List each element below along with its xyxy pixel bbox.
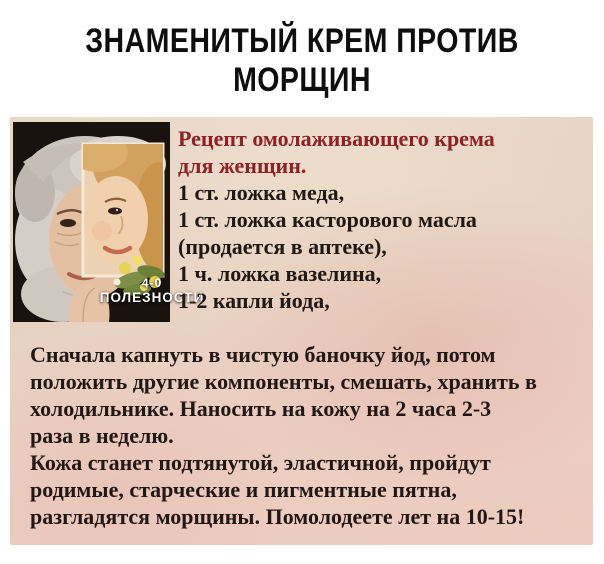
instruction-line: Кожа станет подтянутой, эластичной, пройдут: [30, 450, 491, 475]
title-line-2: МОРЩИН: [233, 61, 371, 99]
title-line-1: ЗНАМЕНИТЫЙ КРЕМ ПРОТИВ: [85, 22, 519, 60]
instruction-line: разгладятся морщины. Помолодеете лет на 10-15!: [30, 504, 525, 529]
watermark-logo-text: 4-0: [141, 276, 163, 290]
young-face-inset: [68, 132, 170, 276]
instruction-line: раза в неделю.: [30, 423, 174, 448]
instructions-block: [30, 341, 590, 530]
ingredient-line: 1-2 капли йода,: [178, 288, 330, 313]
instruction-line: положить другие компоненты, смешать, хранить в: [30, 369, 537, 394]
ingredient-line: 1 ст. ложка касторового масла: [178, 207, 477, 232]
poster-title: [48, 22, 555, 100]
recipe-heading-line: Рецепт омолаживающего крема: [178, 126, 495, 151]
woman-portrait-illustration: [13, 122, 170, 322]
before-after-photo: [13, 122, 170, 322]
ingredient-line: 1 ст. ложка меда,: [178, 180, 345, 205]
watermark-main-text: ПОЛЕЗНОСТИ: [99, 290, 205, 305]
recipe-heading-line: для женщин.: [178, 153, 307, 178]
ingredients-block: [178, 125, 590, 314]
instruction-line: Сначала капнуть в чистую баночку йод, потом: [30, 342, 496, 367]
ingredient-line: (продается в аптеке),: [178, 234, 387, 259]
instruction-line: родимые, старческие и пигментные пятна,: [30, 477, 457, 502]
instruction-line: холодильнике. Наносить на кожу на 2 часа 2-3: [30, 396, 492, 421]
ingredient-line: 1 ч. ложка вазелина,: [178, 261, 382, 286]
recipe-card: [10, 117, 593, 545]
